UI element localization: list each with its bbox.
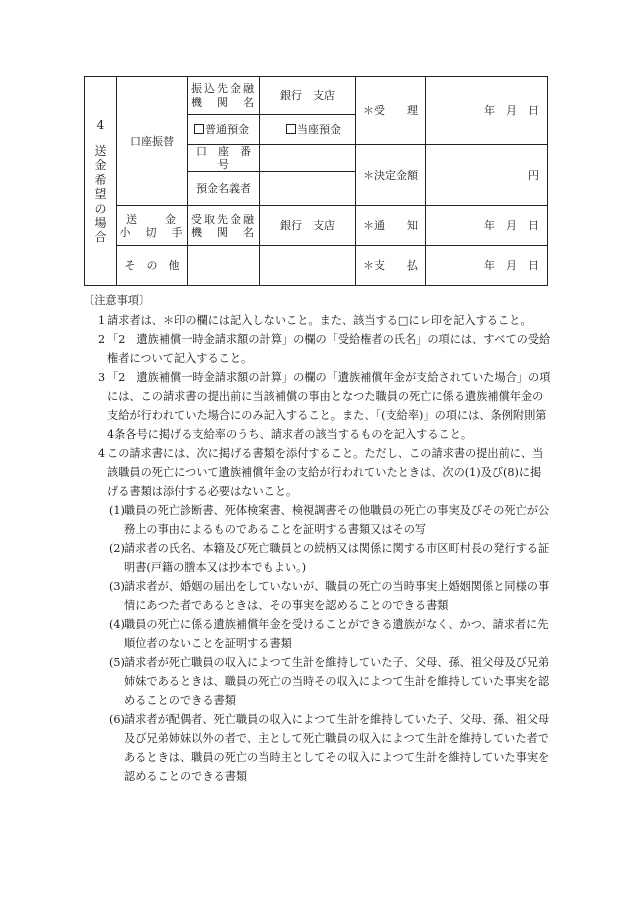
futsu-yokin-option[interactable] (188, 115, 260, 145)
note-item (83, 444, 551, 501)
notes-heading: 〔注意事項〕 (83, 294, 151, 307)
subitem-number: (2) (109, 542, 125, 555)
kettei-kingaku-field[interactable]: 円 (426, 145, 548, 206)
note-subitem (83, 615, 551, 653)
notes-section (83, 291, 551, 786)
remittance-form-table (84, 76, 548, 286)
sokin-label-line2: 小 切 手 (119, 225, 185, 239)
section-title-char: 場 (94, 215, 107, 230)
note-subitem (83, 653, 551, 710)
section-title-char: 合 (94, 230, 107, 245)
note-number: 3 (98, 371, 106, 384)
subitem-text: 請求者が死亡職員の収入によつて生計を維持していた子、父母、孫、祖父母及び兄弟姉妹であるときは、職員の死亡の当時その収入によつて生計を維持していた事実を認めることのできる書類 (124, 656, 550, 707)
note-number: 1 (98, 314, 106, 327)
uketori-bank-label (188, 206, 260, 246)
toza-checkbox[interactable] (286, 124, 296, 134)
shiharai-date-field[interactable]: 年 月 日 (426, 246, 548, 286)
section-number: 4 (96, 117, 105, 132)
koza-bangou-field[interactable] (260, 145, 356, 172)
section-title-char: 希 (94, 172, 107, 187)
subitem-number: (6) (109, 713, 125, 726)
note-item (83, 330, 551, 368)
note-text: 「2 遺族補償一時金請求額の計算」の欄の「遺族補償年金が支給されていた場合」の項には、この請求書の提出前に当該補償の事由となつた職員の死亡に係る遺族補償年金の支給が行われていた場合にのみ記入すること。また、「(支給率)」の項には、条例附則第4条各号に掲げる支給率のうち、請求者の該当するものを記入すること。 (107, 371, 551, 441)
subitem-text: 職員の死亡に係る遺族補償年金を受けることができる遺族がなく、かつ、請求者に先順位者のないことを証明する書類 (124, 618, 549, 650)
note-text: 「2 遺族補償一時金請求額の計算」の欄の「受給権者の氏名」の項には、すべての受給権者について記入すること。 (107, 333, 551, 365)
uketori-label-line1: 受取先金融 (191, 212, 256, 226)
futsu-label: 普通預金 (205, 122, 249, 136)
koza-furikae-label: 口座振替 (117, 77, 188, 206)
subitem-text: 職員の死亡診断書、死体検案書、検視調書その他職員の死亡の事実及びその死亡が公務上の事由によるものであることを証明する書類又はその写 (124, 504, 550, 536)
furikomi-bank-label (188, 77, 260, 115)
section-title-vertical (85, 77, 117, 286)
sokin-label-line1: 送 金 (126, 212, 178, 226)
note-item (83, 311, 551, 330)
subitem-text: 請求者が配偶者、死亡職員の収入によつて生計を維持していた子、父母、孫、祖父母及び兄弟姉妹以外の者で、主として死亡職員の収入によつて生計を維持していた者であるときは、職員の死亡の当時主としてその収入によつて生計を維持していた事実を認めることのできる書類 (124, 713, 550, 783)
subitem-number: (5) (109, 656, 125, 669)
koza-bangou-label: 口 座 番 号 (188, 145, 260, 172)
note-subitem (83, 710, 551, 786)
juri-date-field[interactable]: 年 月 日 (426, 77, 548, 145)
kettei-kingaku-label: ＊決定金額 (356, 145, 426, 206)
subitem-text: 請求者の氏名、本籍及び死亡職員との続柄又は関係に関する市区町村長の発行する証明書(戸籍の謄本又は抄本でもよい。) (124, 542, 550, 574)
note-text: この請求書には、次に掲げる書類を添付すること。ただし、この請求書の提出前に、当該職員の死亡について遺族補償年金の支給が行われていたときは、次の(1)及び(8)に掲げる書類は添付する必要はないこと。 (107, 447, 544, 498)
section-title-char: 送 (94, 144, 107, 159)
furikomi-label-line2: 機 関 名 (191, 95, 256, 109)
note-item (83, 368, 551, 444)
sonota-field-1[interactable] (188, 246, 260, 286)
subitem-text: 請求者が、婚姻の届出をしていないが、職員の死亡の当時事実上婚姻関係と同様の事情にあつた者であるときは、その事実を認めることのできる書類 (124, 580, 550, 612)
subitem-number: (4) (109, 618, 125, 631)
subitem-number: (1) (109, 504, 125, 517)
furikomi-label-line1: 振込先金融 (191, 82, 256, 96)
tsuchi-date-field[interactable]: 年 月 日 (426, 206, 548, 246)
tsuchi-label: ＊通 知 (356, 206, 426, 246)
shiharai-label: ＊支 払 (356, 246, 426, 286)
meigi-label: 預金名義者 (188, 172, 260, 206)
sonota-field-2[interactable] (260, 246, 356, 286)
subitem-number: (3) (109, 580, 125, 593)
note-number: 2 (98, 333, 106, 346)
meigi-field[interactable] (260, 172, 356, 206)
juri-label: ＊受 理 (356, 77, 426, 145)
note-subitem (83, 539, 551, 577)
uketori-label-line2: 機 関 名 (191, 225, 256, 239)
note-subitem (83, 577, 551, 615)
futsu-checkbox[interactable] (194, 124, 204, 134)
toza-label: 当座預金 (297, 122, 341, 136)
section-title-char: 金 (94, 158, 107, 173)
note-subitem (83, 501, 551, 539)
sokin-kogitte-label (117, 206, 188, 246)
furikomi-bank-field[interactable]: 銀行 支店 (260, 77, 356, 115)
section-title-char: 望 (94, 187, 107, 202)
note-text: 請求者は、＊印の欄には記入しないこと。また、該当する□にレ印を記入すること。 (107, 314, 532, 327)
uketori-bank-field[interactable]: 銀行 支店 (260, 206, 356, 246)
toza-yokin-option[interactable] (260, 115, 356, 145)
section-title-char: の (94, 201, 107, 216)
note-number: 4 (98, 447, 106, 460)
sonota-label: そ の 他 (117, 246, 188, 286)
